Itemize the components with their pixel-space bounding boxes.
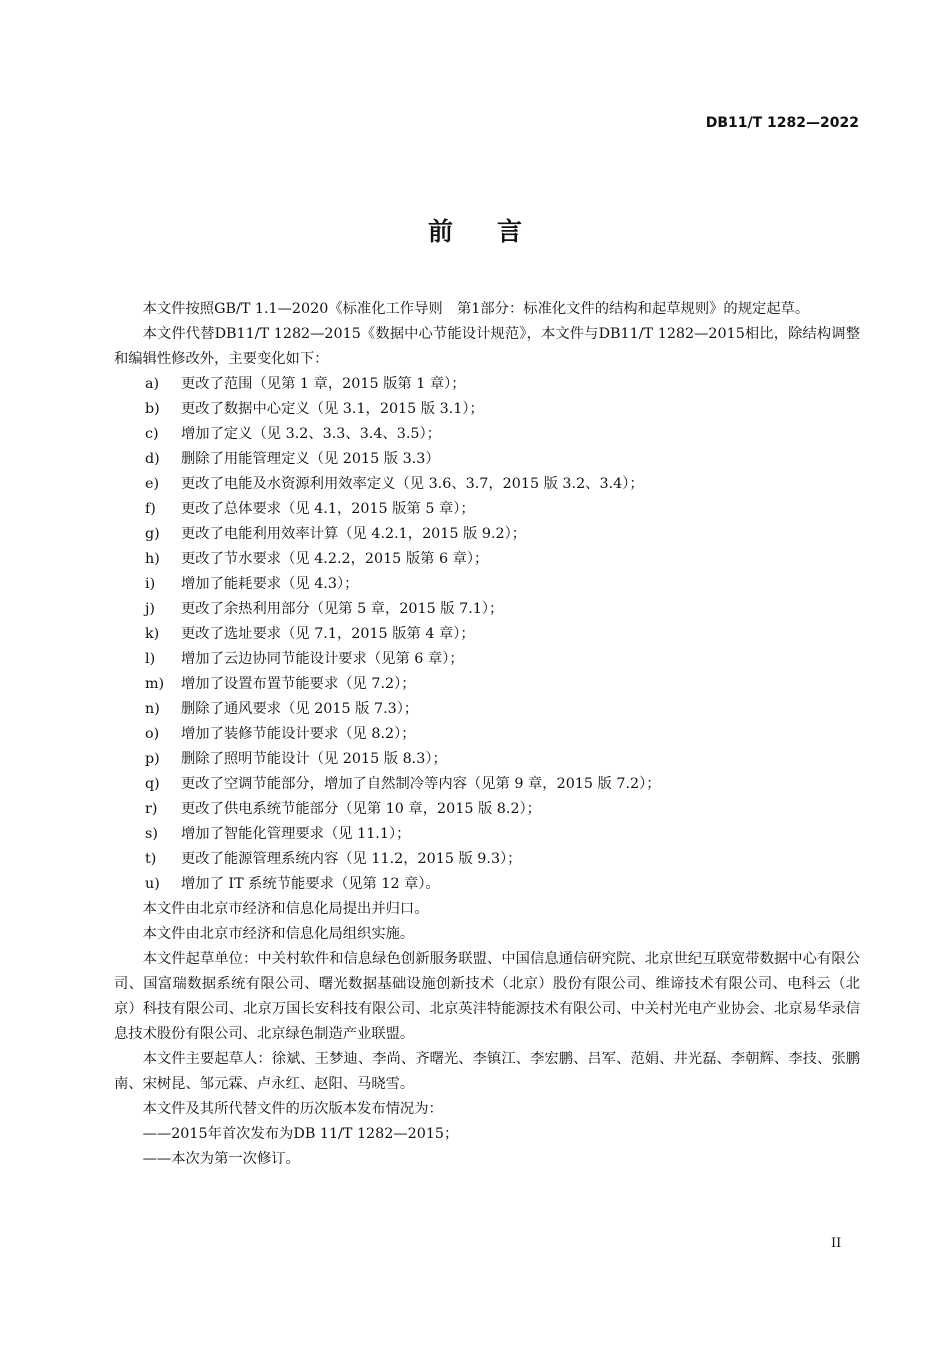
history-item: ——本次为第一次修订。 xyxy=(142,1151,300,1167)
foreword-body xyxy=(114,297,860,1172)
closing-paragraph: 本文件由北京市经济和信息化局组织实施。 xyxy=(142,926,415,942)
list-item-text: 增加了能耗要求（见 4.3）； xyxy=(181,576,359,592)
list-item-text: 增加了智能化管理要求（见 11.1）； xyxy=(181,826,411,842)
list-item-label: u) xyxy=(145,876,160,892)
list-item xyxy=(114,647,860,672)
list-item-label: l) xyxy=(145,651,156,667)
page-number: II xyxy=(831,1236,842,1251)
list-item xyxy=(114,522,860,547)
list-item-text: 删除了照明节能设计（见 2015 版 8.3）； xyxy=(181,751,447,767)
list-item-text: 增加了云边协同节能设计要求（见第 6 章）； xyxy=(181,651,464,667)
list-item-label: m) xyxy=(145,676,165,692)
list-item-text: 更改了节水要求（见 4.2.2，2015 版第 6 章）； xyxy=(181,551,489,567)
list-item-label: a) xyxy=(145,376,160,392)
drafters: 本文件主要起草人：徐斌、王梦迪、李尚、齐曙光、李镇江、李宏鹏、吕军、范娟、井光磊、李朝辉、李技、张鹏南、宋树昆、邹元霖、卢永红、赵阳、马晓雪。 xyxy=(114,1051,860,1092)
list-item-label: n) xyxy=(145,701,160,717)
list-item-text: 更改了供电系统节能部分（见第 10 章，2015 版 8.2）； xyxy=(181,801,541,817)
list-item-text: 增加了装修节能设计要求（见 8.2）； xyxy=(181,726,416,742)
page-title: 前言 xyxy=(427,217,566,246)
list-item xyxy=(114,672,860,697)
list-item-text: 增加了设置布置节能要求（见 7.2）； xyxy=(181,676,416,692)
document-code: DB11/T 1282—2022 xyxy=(705,115,859,131)
list-item xyxy=(114,422,860,447)
list-item xyxy=(114,697,860,722)
list-item xyxy=(114,472,860,497)
change-list xyxy=(114,372,860,897)
list-item xyxy=(114,747,860,772)
list-item-text: 更改了选址要求（见 7.1，2015 版第 4 章）； xyxy=(181,626,475,642)
list-item-text: 增加了定义（见 3.2、3.3、3.4、3.5）； xyxy=(181,426,441,442)
list-item xyxy=(114,622,860,647)
closing-paragraph: 本文件由北京市经济和信息化局提出并归口。 xyxy=(142,901,429,917)
list-item xyxy=(114,447,860,472)
list-item xyxy=(114,547,860,572)
list-item-text: 增加了 IT 系统节能要求（见第 12 章）。 xyxy=(181,876,440,892)
history-item: ——2015年首次发布为DB 11/T 1282—2015； xyxy=(142,1126,459,1142)
list-item-text: 更改了总体要求（见 4.1，2015 版第 5 章）； xyxy=(181,501,475,517)
list-item-label: o) xyxy=(145,726,160,742)
list-item-label: s) xyxy=(145,826,158,842)
list-item-text: 更改了数据中心定义（见 3.1，2015 版 3.1）； xyxy=(181,401,484,417)
list-item-label: t) xyxy=(145,851,157,867)
intro-paragraph: 本文件代替DB11/T 1282—2015《数据中心节能设计规范》，本文件与DB11/T 1282—2015相比，除结构调整和编辑性修改外，主要变化如下： xyxy=(114,326,860,367)
list-item-text: 更改了能源管理系统内容（见 11.2，2015 版 9.3）； xyxy=(181,851,522,867)
list-item-text: 更改了电能及水资源利用效率定义（见 3.6、3.7，2015 版 3.2、3.4）； xyxy=(181,476,644,492)
list-item-label: i) xyxy=(145,576,156,592)
list-item-text: 更改了余热利用部分（见第 5 章，2015 版 7.1）； xyxy=(181,601,504,617)
list-item-label: j) xyxy=(145,601,156,617)
drafting-units: 本文件起草单位：中关村软件和信息绿色创新服务联盟、中国信息通信研究院、北京世纪互联宽带数据中心有限公司、国富瑞数据系统有限公司、曙光数据基础设施创新技术（北京）股份有限公司、维谛技术有限公司、电科云（北京）科技有限公司、北京万国长安科技有限公司、北京英沣特能源技术有限公司、中关村光电产业协会、北京易华录信息技术股份有限公司、北京绿色制造产业联盟。 xyxy=(114,951,860,1042)
list-item xyxy=(114,397,860,422)
list-item xyxy=(114,597,860,622)
list-item-label: b) xyxy=(145,401,160,417)
list-item-text: 更改了空调节能部分，增加了自然制冷等内容（见第 9 章，2015 版 7.2）； xyxy=(181,776,661,792)
list-item xyxy=(114,847,860,872)
list-item-label: r) xyxy=(145,801,158,817)
list-item-text: 更改了范围（见第 1 章，2015 版第 1 章）； xyxy=(181,376,466,392)
list-item-text: 删除了用能管理定义（见 2015 版 3.3） xyxy=(181,451,440,467)
list-item-label: p) xyxy=(145,751,160,767)
list-item xyxy=(114,572,860,597)
list-item-label: h) xyxy=(145,551,160,567)
list-item-label: e) xyxy=(145,476,160,492)
list-item xyxy=(114,772,860,797)
list-item xyxy=(114,872,860,897)
list-item-label: f) xyxy=(145,501,156,517)
list-item-label: k) xyxy=(145,626,160,642)
list-item xyxy=(114,797,860,822)
list-item-label: g) xyxy=(145,526,160,542)
list-item-label: q) xyxy=(145,776,160,792)
list-item xyxy=(114,497,860,522)
history-heading: 本文件及其所代替文件的历次版本发布情况为： xyxy=(142,1101,443,1117)
list-item xyxy=(114,722,860,747)
list-item-text: 删除了通风要求（见 2015 版 7.3）； xyxy=(181,701,419,717)
intro-paragraph: 本文件按照GB/T 1.1—2020《标准化工作导则 第1部分：标准化文件的结构和起草规则》的规定起草。 xyxy=(142,301,810,317)
list-item xyxy=(114,822,860,847)
list-item xyxy=(114,372,860,397)
list-item-label: d) xyxy=(145,451,160,467)
list-item-label: c) xyxy=(145,426,159,442)
list-item-text: 更改了电能利用效率计算（见 4.2.1，2015 版 9.2）； xyxy=(181,526,527,542)
